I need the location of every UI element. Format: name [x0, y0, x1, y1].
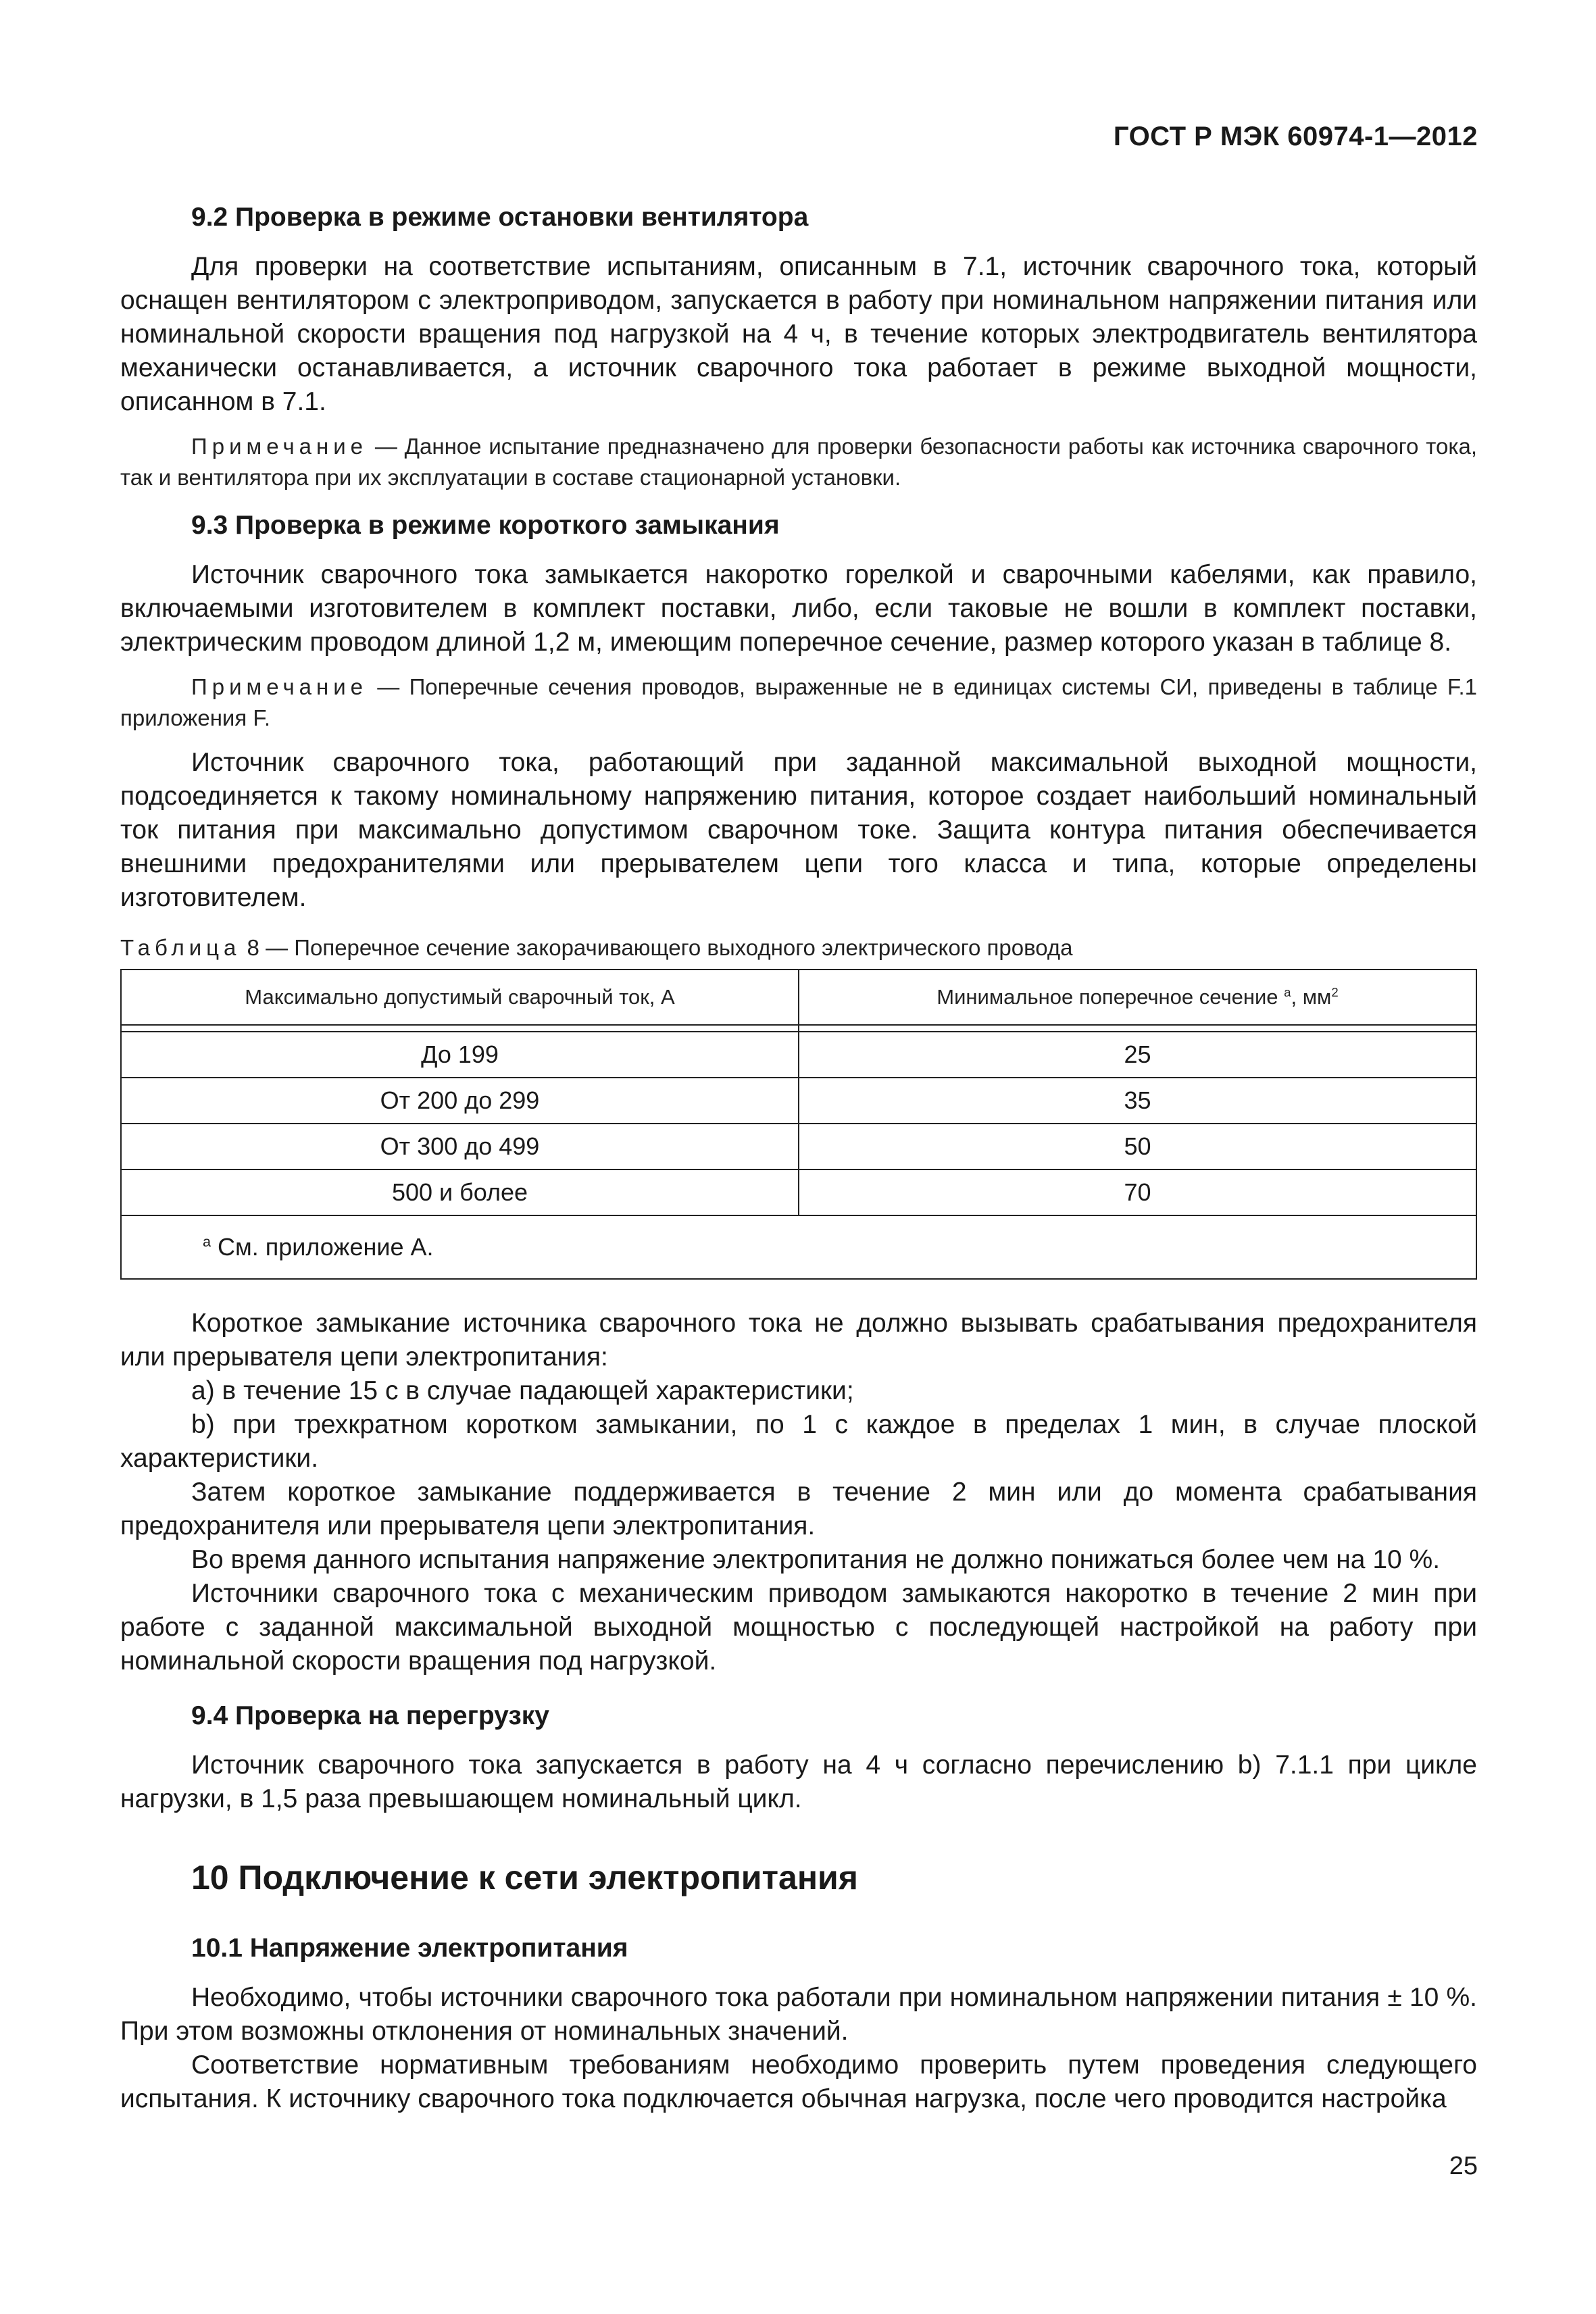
table-header-row [121, 970, 1476, 1025]
header-footnote-mark: а [1284, 984, 1291, 999]
footnote-text: См. приложение А. [211, 1233, 434, 1261]
table-header-section [799, 970, 1476, 1025]
section-9-3-paragraph-3: Короткое замыкание источника сварочного тока не должно вызывать срабатывания предохранителя или прерывателя цепи электропитания: [120, 1309, 1477, 1372]
table-footnote [121, 1215, 1476, 1279]
header-section-unit: , мм [1291, 985, 1332, 1009]
table-header-current: Максимально допустимый сварочный ток, А [121, 970, 799, 1025]
header-section-main: Минимальное поперечное сечение [937, 985, 1285, 1009]
section-9-3-paragraph-5: Во время данного испытания напряжение электропитания не должно понижаться более чем на 10 %. [191, 1545, 1441, 1574]
list-item-b: b) при трехкратном коротком замыкании, по 1 с каждое в пределах 1 мин, в случае плоской характеристики. [120, 1410, 1477, 1473]
cell-section: 35 [799, 1078, 1476, 1124]
note-label: Примечание [191, 674, 368, 699]
section-9-3-note [120, 672, 1477, 734]
table-8-caption [120, 935, 1477, 961]
section-10-1-paragraph-1: Необходимо, чтобы источники сварочного тока работали при номинальном напряжении питания ± 10 %. При этом возможны отклонения от номинальных значений. [120, 1983, 1477, 2046]
section-10-heading: 10 Подключение к сети электропитания [191, 1859, 858, 1896]
section-9-2-paragraph: Для проверки на соответствие испытаниям, описанным в 7.1, источник сварочного тока, который оснащен вентилятором с электроприводом, запускается в работу при номинальном напряжении питания или номинальной скорости вращения под нагрузкой на 4 ч, в течение которых электродвигатель вентилятора механически останавливается, а источник сварочного тока работает в режиме выходной мощности, описанном в 7.1. [120, 252, 1477, 416]
cell-section: 50 [799, 1124, 1476, 1169]
cell-current: От 300 до 499 [121, 1124, 799, 1169]
section-9-2-heading: 9.2 Проверка в режиме остановки вентилятора [191, 203, 809, 232]
table-caption-label: Таблица [120, 935, 241, 960]
table-8 [120, 969, 1477, 1280]
note-label: Примечание [191, 434, 368, 459]
table-caption-text: 8 — Поперечное сечение закорачивающего выходного электрического провода [241, 935, 1073, 960]
section-9-3-paragraph-2: Источник сварочного тока, работающий при заданной максимальной выходной мощности, подсоединяется к такому номинальному напряжению питания, которое создает наибольший номинальный ток питания при максимально допустимом сварочном токе. Защита контура питания обеспечивается внешними предохранителями или прерывателем цепи того класса и типа, которые определены изготовителем. [120, 748, 1477, 912]
note-text: — Поперечные сечения проводов, выраженные не в единицах системы СИ, приведены в таблице F.1 приложения F. [120, 674, 1477, 730]
section-9-4-heading: 9.4 Проверка на перегрузку [191, 1701, 549, 1730]
page-content [120, 200, 1477, 2116]
cell-section: 25 [799, 1032, 1476, 1078]
page-number: 25 [1449, 2152, 1478, 2180]
document-standard-id: ГОСТ Р МЭК 60974-1—2012 [1113, 122, 1478, 151]
section-9-3-paragraph-1: Источник сварочного тока замыкается накоротко горелкой и сварочными кабелями, как правило, включаемыми изготовителем в комплект поставки, либо, если таковые не вошли в комплект поставки, электрическим проводом длиной 1,2 м, имеющим поперечное сечение, размер которого указан в таблице 8. [120, 560, 1477, 657]
table-row [121, 1169, 1476, 1215]
table-row [121, 1078, 1476, 1124]
table-row [121, 1124, 1476, 1169]
footnote-mark: а [203, 1233, 211, 1251]
header-unit-power: 2 [1331, 984, 1339, 999]
section-9-4-paragraph: Источник сварочного тока запускается в работу на 4 ч согласно перечислению b) 7.1.1 при цикле нагрузки, в 1,5 раза превышающем номинальный цикл. [120, 1751, 1477, 1813]
table-footnote-row [121, 1215, 1476, 1279]
list-item-a: a) в течение 15 с в случае падающей характеристики; [191, 1376, 854, 1405]
section-9-3-paragraph-4: Затем короткое замыкание поддерживается в течение 2 мин или до момента срабатывания предохранителя или прерывателя цепи электропитания. [120, 1478, 1477, 1540]
section-10-1-heading: 10.1 Напряжение электропитания [191, 1934, 628, 1963]
section-10-1-paragraph-2: Соответствие нормативным требованиям необходимо проверить путем проведения следующего испытания. К источнику сварочного тока подключается обычная нагрузка, после чего проводится настройка [120, 2051, 1477, 2113]
cell-section: 70 [799, 1169, 1476, 1215]
section-9-3-paragraph-6: Источники сварочного тока с механическим приводом замыкаются накоротко в течение 2 мин при работе с заданной максимальной выходной мощностью с последующей настройкой на работу при номинальной скорости вращения под нагрузкой. [120, 1579, 1477, 1676]
table-header-separator [121, 1025, 1476, 1032]
section-9-2-note [120, 431, 1477, 493]
cell-current: От 200 до 299 [121, 1078, 799, 1124]
table-row [121, 1032, 1476, 1078]
cell-current: 500 и более [121, 1169, 799, 1215]
cell-current: До 199 [121, 1032, 799, 1078]
note-text: — Данное испытание предназначено для проверки безопасности работы как источника сварочного тока, так и вентилятора при их эксплуатации в составе стационарной установки. [120, 434, 1477, 490]
section-9-3-heading: 9.3 Проверка в режиме короткого замыкания [191, 511, 780, 540]
